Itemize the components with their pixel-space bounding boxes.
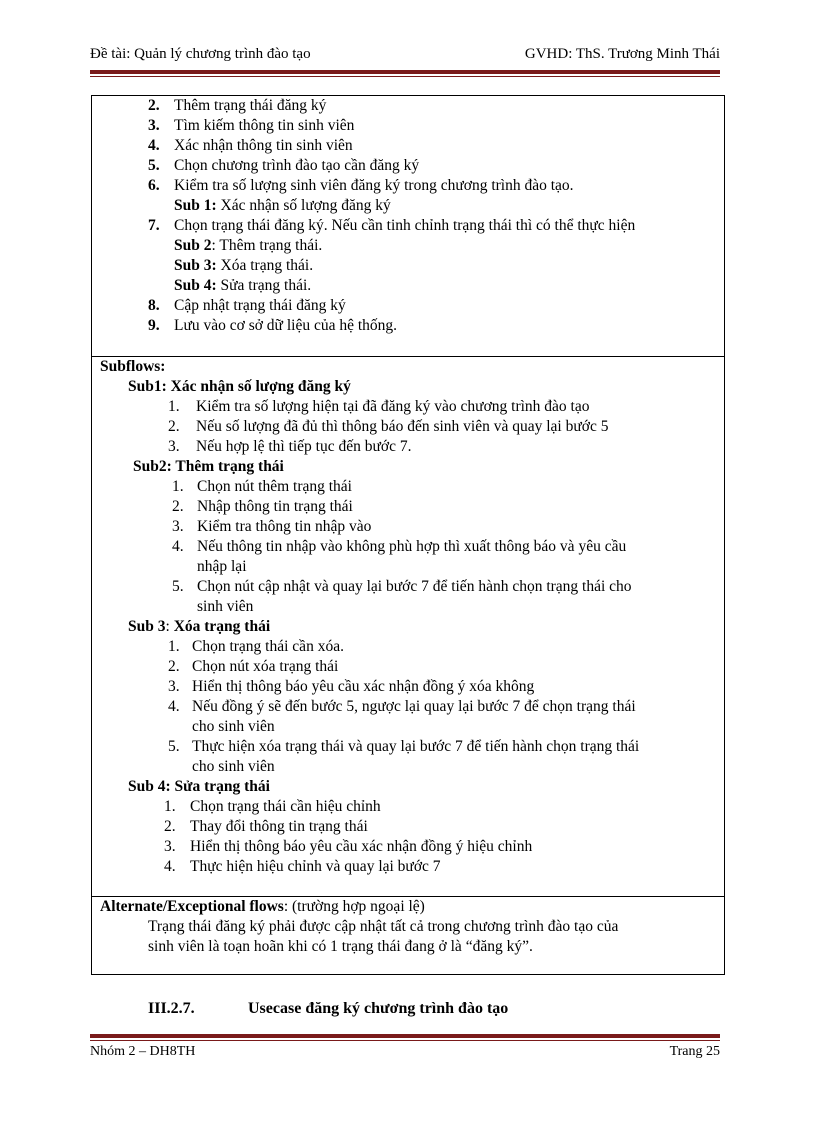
- subflows-box: [91, 356, 725, 897]
- header-topic: Đề tài: Quản lý chương trình đào tạo: [90, 46, 311, 62]
- sub-text: : Thêm trạng thái.: [211, 237, 323, 254]
- step-text: Xác nhận thông tin sinh viên: [174, 137, 353, 154]
- list-number: 1.: [172, 478, 184, 495]
- step-number: 7.: [148, 217, 160, 234]
- list-item: Nhập thông tin trạng thái: [197, 498, 353, 515]
- alternate-text: sinh viên là toạn hoãn khi có 1 trạng thái đang ở là “đăng ký”.: [148, 938, 533, 955]
- step-number: 2.: [148, 97, 160, 114]
- list-number: 5.: [172, 578, 184, 595]
- list-item-continued: sinh viên: [197, 598, 254, 615]
- sub-label: Sub 3:: [174, 257, 217, 274]
- sub-reference: [174, 276, 311, 296]
- sub3-label: Sub 3: [128, 618, 166, 635]
- list-item: Kiểm tra số lượng hiện tại đã đăng ký vào chương trình đào tạo: [196, 398, 590, 415]
- step-text: Chọn trạng thái đăng ký. Nếu cần tinh chỉnh trạng thái thì có thể thực hiện: [174, 217, 636, 234]
- list-number: 3.: [164, 838, 176, 855]
- main-flow-box: [91, 95, 725, 357]
- footer-rule: [90, 1034, 720, 1038]
- list-number: 2.: [168, 658, 180, 675]
- footer-rule-thin: [90, 1040, 720, 1041]
- list-item: Nếu thông tin nhập vào không phù hợp thì xuất thông báo và yêu cầu: [197, 538, 627, 555]
- sub-label: Sub 4:: [174, 277, 217, 294]
- list-number: 2.: [164, 818, 176, 835]
- list-item: Chọn nút xóa trạng thái: [192, 658, 339, 675]
- list-number: 4.: [168, 698, 180, 715]
- step-text: Tìm kiếm thông tin sinh viên: [174, 117, 355, 134]
- list-item: Thay đổi thông tin trạng thái: [190, 818, 368, 835]
- step-text: Lưu vào cơ sở dữ liệu của hệ thống.: [174, 317, 398, 334]
- list-item: Chọn nút cập nhật và quay lại bước 7 để tiến hành chọn trạng thái cho: [197, 578, 632, 595]
- sub3-colon: :: [165, 618, 174, 635]
- header-advisor: GVHD: ThS. Trương Minh Thái: [524, 46, 720, 62]
- sub-label: Sub 1:: [174, 197, 217, 214]
- list-item: Nếu hợp lệ thì tiếp tục đến bước 7.: [196, 438, 412, 455]
- step-number: 8.: [148, 297, 160, 314]
- step-number: 4.: [148, 137, 160, 154]
- step-text: Thêm trạng thái đăng ký: [174, 97, 327, 114]
- step-number: 9.: [148, 317, 160, 334]
- sub-reference: [174, 236, 322, 256]
- list-number: 5.: [168, 738, 180, 755]
- section-heading: [148, 1000, 509, 1018]
- list-item: Nếu số lượng đã đủ thì thông báo đến sinh viên và quay lại bước 5: [196, 418, 609, 435]
- list-number: 2.: [172, 498, 184, 515]
- list-number: 3.: [168, 438, 180, 455]
- sub3-name: Xóa trạng thái: [173, 618, 271, 635]
- alternate-note: : (trường hợp ngoại lệ): [283, 898, 425, 915]
- list-number: 1.: [168, 398, 180, 415]
- footer-group: Nhóm 2 – DH8TH: [90, 1044, 196, 1059]
- sub1-title: Sub1: Xác nhận số lượng đăng ký: [128, 378, 351, 395]
- list-item-continued: cho sinh viên: [192, 758, 275, 775]
- list-item: Chọn nút thêm trạng thái: [197, 478, 352, 495]
- list-item: Thực hiện hiệu chỉnh và quay lại bước 7: [190, 858, 441, 875]
- sub-reference: [174, 256, 313, 276]
- section-title: Usecase đăng ký chương trình đào tạo: [248, 1000, 509, 1017]
- alternate-text: Trạng thái đăng ký phải được cập nhật tất cả trong chương trình đào tạo của: [148, 918, 619, 935]
- sub3-title: [128, 617, 270, 637]
- page-header: [90, 46, 720, 66]
- step-number: 5.: [148, 157, 160, 174]
- list-item: Nếu đồng ý sẽ đến bước 5, ngược lại quay lại bước 7 để chọn trạng thái: [192, 698, 636, 715]
- sub2-title: Sub2: Thêm trạng thái: [133, 458, 284, 475]
- header-rule-thin: [90, 76, 720, 77]
- list-number: 4.: [172, 538, 184, 555]
- list-item: Thực hiện xóa trạng thái và quay lại bước 7 để tiến hành chọn trạng thái: [192, 738, 640, 755]
- header-rule: [90, 70, 720, 74]
- step-text: Cập nhật trạng thái đăng ký: [174, 297, 346, 314]
- section-number: III.2.7.: [148, 1000, 195, 1017]
- alternate-heading: [100, 897, 425, 917]
- list-item: Kiểm tra thông tin nhập vào: [197, 518, 372, 535]
- sub-label: Sub 2: [174, 237, 212, 254]
- list-item: Chọn trạng thái cần hiệu chỉnh: [190, 798, 381, 815]
- list-number: 1.: [164, 798, 176, 815]
- alternate-flows-box: [91, 896, 725, 975]
- alternate-title: Alternate/Exceptional flows: [100, 898, 284, 915]
- step-number: 3.: [148, 117, 160, 134]
- page-number: Trang 25: [669, 1044, 720, 1059]
- list-number: 3.: [168, 678, 180, 695]
- list-number: 2.: [168, 418, 180, 435]
- list-item: Hiển thị thông báo yêu cầu xác nhận đồng ý hiệu chỉnh: [190, 838, 533, 855]
- list-number: 3.: [172, 518, 184, 535]
- list-number: 4.: [164, 858, 176, 875]
- list-number: 1.: [168, 638, 180, 655]
- sub-text: Sửa trạng thái.: [216, 277, 312, 294]
- sub-text: Xác nhận số lượng đăng ký: [216, 197, 391, 214]
- step-number: 6.: [148, 177, 160, 194]
- list-item-continued: cho sinh viên: [192, 718, 275, 735]
- list-item: Chọn trạng thái cần xóa.: [192, 638, 344, 655]
- sub-text: Xóa trạng thái.: [216, 257, 314, 274]
- sub4-title: Sub 4: Sửa trạng thái: [128, 778, 270, 795]
- step-text: Kiểm tra số lượng sinh viên đăng ký trong chương trình đào tạo.: [174, 177, 574, 194]
- sub-reference: [174, 196, 391, 216]
- list-item: Hiển thị thông báo yêu cầu xác nhận đồng ý xóa không: [192, 678, 535, 695]
- step-text: Chọn chương trình đào tạo cần đăng ký: [174, 157, 420, 174]
- subflows-title: Subflows:: [100, 358, 166, 375]
- list-item-continued: nhập lại: [197, 558, 247, 575]
